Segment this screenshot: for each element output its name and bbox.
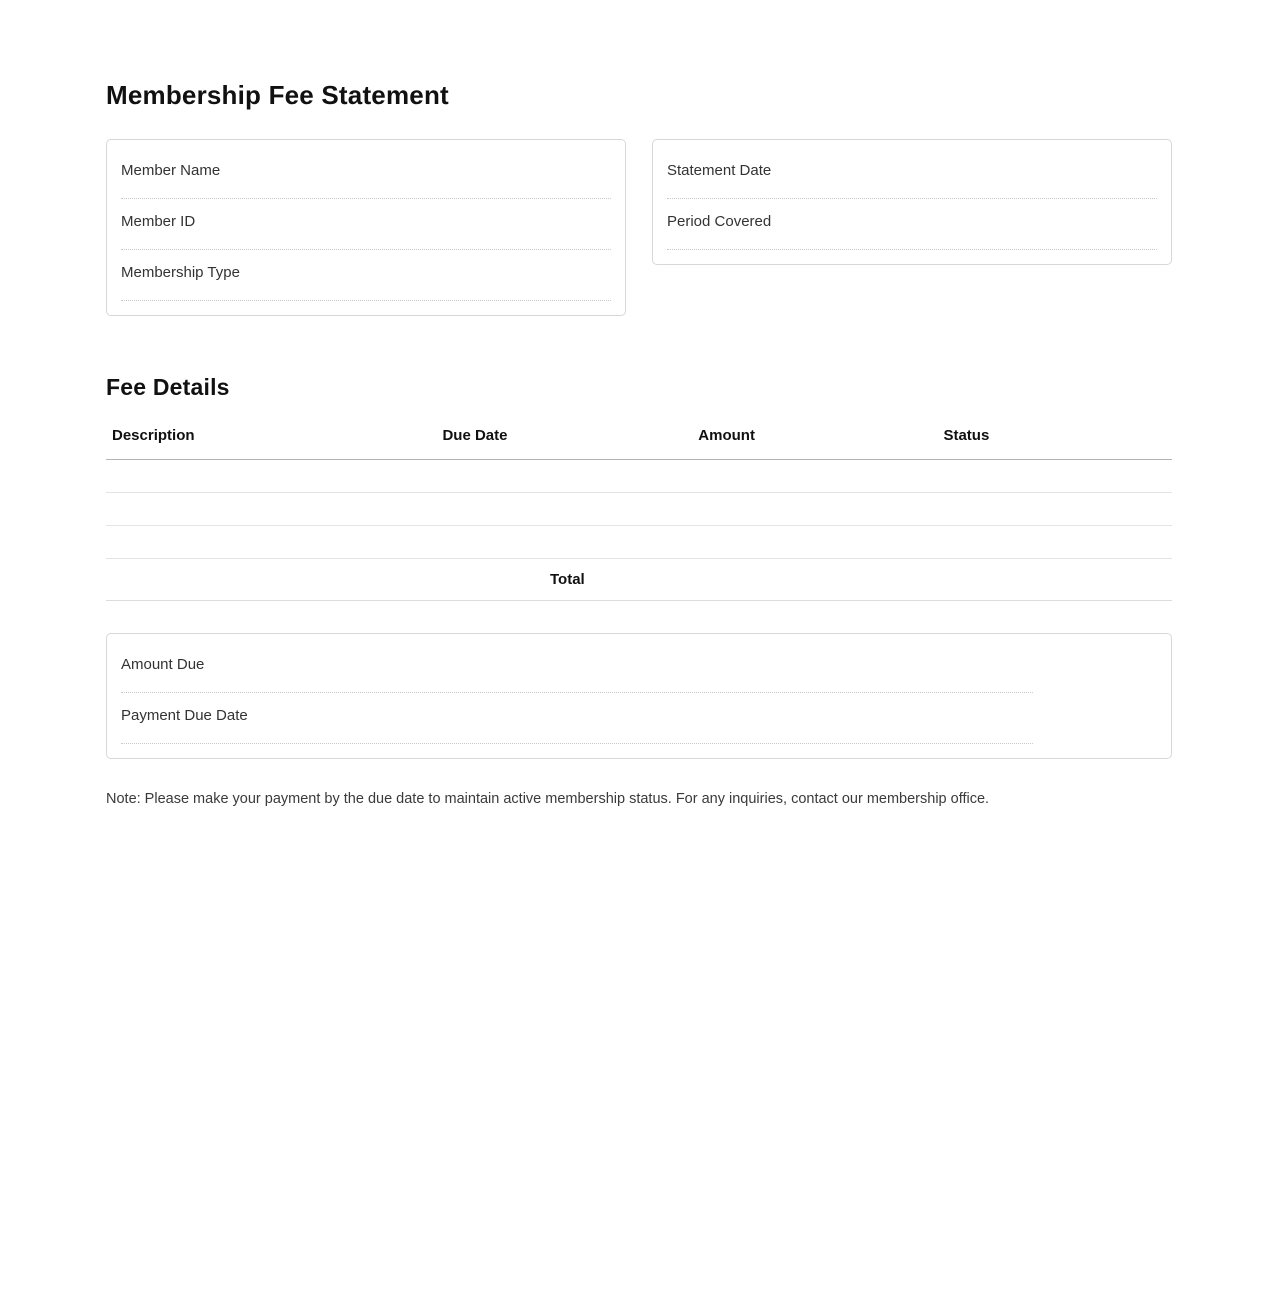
cell-due-date <box>436 460 692 493</box>
field-member-id[interactable] <box>121 207 611 250</box>
field-period-covered[interactable] <box>667 207 1157 250</box>
column-header-status: Status <box>937 427 1172 460</box>
table-row[interactable] <box>106 493 1172 526</box>
cell-description <box>106 493 436 526</box>
field-value <box>667 231 1157 235</box>
field-label: Statement Date <box>667 162 772 179</box>
cell-status <box>937 526 1172 559</box>
total-amount <box>692 559 937 601</box>
cell-status <box>937 493 1172 526</box>
page-title: Membership Fee Statement <box>106 80 449 110</box>
field-label: Member ID <box>121 213 196 230</box>
field-value <box>121 231 611 235</box>
cell-description <box>106 526 436 559</box>
table-total-row <box>106 559 1172 601</box>
member-info-card <box>106 139 626 316</box>
cell-description <box>106 460 436 493</box>
field-label: Amount Due <box>121 656 205 673</box>
footer-note: Note: Please make your payment by the due date to maintain active membership status. For any inquiries, contact our membership office. <box>106 791 990 807</box>
fee-details-title: Fee Details <box>106 374 230 400</box>
total-status <box>937 559 1172 601</box>
fee-details-table <box>106 427 1172 601</box>
field-statement-date[interactable] <box>667 156 1157 199</box>
field-value <box>121 180 611 184</box>
field-value <box>667 180 1157 184</box>
cell-amount <box>692 526 937 559</box>
field-member-name[interactable] <box>121 156 611 199</box>
cell-amount <box>692 460 937 493</box>
cell-due-date <box>436 526 692 559</box>
cell-due-date <box>436 493 692 526</box>
fee-table-body <box>106 460 1172 601</box>
column-header-due-date: Due Date <box>436 427 692 460</box>
payment-summary-card <box>106 633 1172 759</box>
statement-info-card <box>652 139 1172 265</box>
cell-amount <box>692 493 937 526</box>
field-payment-due-date[interactable] <box>121 701 1033 744</box>
total-label: Total <box>436 559 692 601</box>
total-spacer <box>106 559 436 601</box>
field-label: Payment Due Date <box>121 707 248 724</box>
field-label: Period Covered <box>667 213 772 230</box>
field-amount-due[interactable] <box>121 650 1033 693</box>
field-label: Membership Type <box>121 264 240 281</box>
field-value <box>121 282 611 286</box>
column-header-description: Description <box>106 427 436 460</box>
fee-table-header-row <box>106 427 1172 460</box>
column-header-amount: Amount <box>692 427 937 460</box>
field-membership-type[interactable] <box>121 258 611 301</box>
field-value <box>121 725 1033 729</box>
cell-status <box>937 460 1172 493</box>
table-row[interactable] <box>106 526 1172 559</box>
field-value <box>121 674 1033 678</box>
table-row[interactable] <box>106 460 1172 493</box>
fee-table-head <box>106 427 1172 460</box>
field-label: Member Name <box>121 162 221 179</box>
statement-meta-row <box>106 139 1172 316</box>
